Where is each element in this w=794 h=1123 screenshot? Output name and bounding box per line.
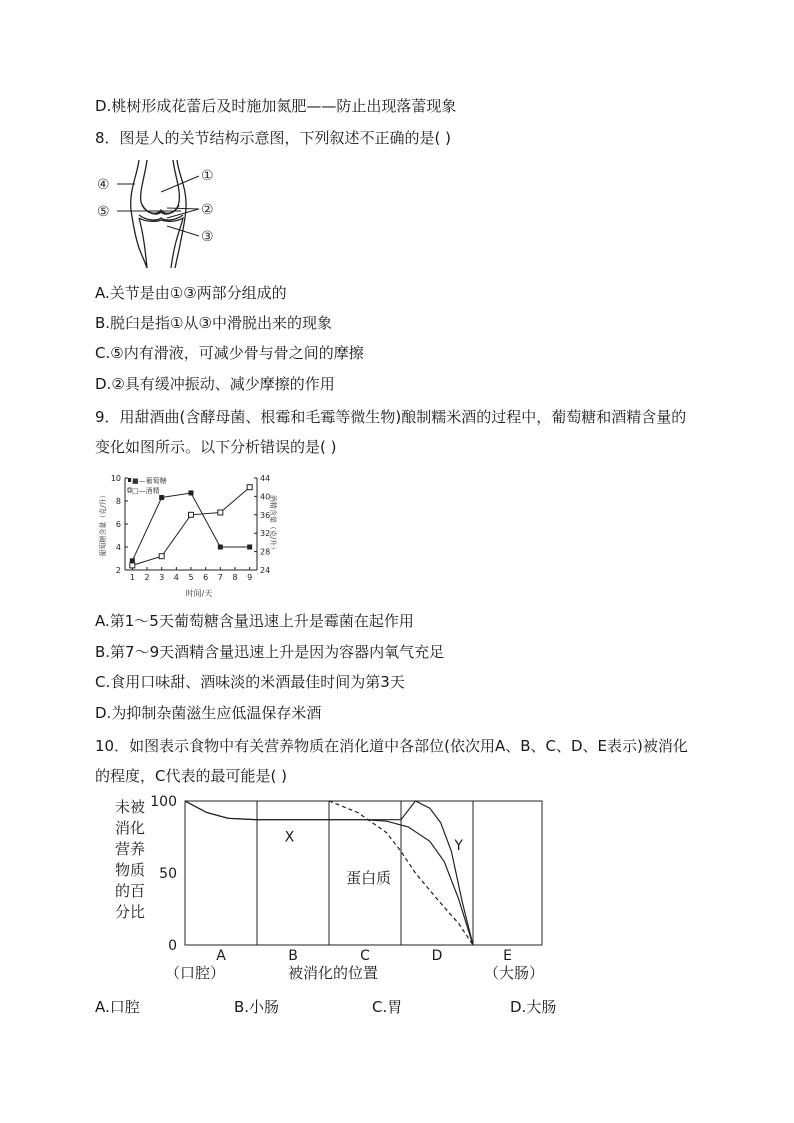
- chart2-y-tick-label: 50: [159, 866, 177, 882]
- q8-option-b: B.脱臼是指①从③中滑脱出来的现象: [95, 314, 332, 332]
- chart2-region-label-a: A: [216, 948, 226, 964]
- chart1-alcohol-point: [247, 485, 252, 490]
- chart1-glucose-point: [159, 495, 164, 500]
- chart1-right-tick-label: 36: [260, 510, 271, 520]
- chart1-x-tick-label: 5: [188, 573, 194, 582]
- chart2-region-label-b: B: [288, 948, 298, 964]
- chart2-ylabel-line-1: 未被: [114, 798, 146, 816]
- chart1-alcohol-point: [218, 510, 223, 515]
- q10-options: [95, 996, 695, 1018]
- joint-structure-diagram: [95, 158, 225, 270]
- chart1-glucose-point: [247, 545, 252, 550]
- q9-stem: 9．用甜酒曲(含酵母菌、根霉和毛霉等微生物)酿制糯米酒的过程中，葡萄糖和酒精含量的变化如图所示。以下分析错误的是( ): [95, 408, 687, 456]
- chart2-ylabel-line-5: 的百: [114, 882, 146, 900]
- chart2-ylabel-line-2: 消化: [114, 819, 146, 837]
- leader-line-2b: [167, 209, 199, 218]
- q10-option-c: C.胃: [372, 998, 403, 1016]
- chart1-x-tick-label: 8: [232, 573, 238, 582]
- chart1-alcohol-point: [159, 554, 164, 559]
- chart1-x-tick-label: 1: [129, 573, 135, 582]
- chart1-x-tick-label: 9: [247, 573, 253, 582]
- chart2-xlabel: 被消化的位置: [287, 964, 379, 982]
- q8-option-c: C.⑤内有滑液，可减少骨与骨之间的摩擦: [95, 344, 364, 362]
- chart2-ylabel-line-4: 物质: [114, 861, 146, 879]
- upper-cartilage: [142, 205, 179, 214]
- chart1-right-tick-label: 44: [260, 474, 271, 483]
- chart2-ylabel-line-6: 分比: [114, 903, 146, 921]
- chart1-right-axis-label: 酒精含量（克/升）: [269, 494, 277, 554]
- q10-option-d: D.大肠: [510, 998, 557, 1016]
- chart2-region-label-c: C: [360, 948, 370, 964]
- chart1-glucose-point: [189, 490, 194, 495]
- chart2-region-label-d: D: [431, 948, 443, 964]
- q10-option-a: A.口腔: [95, 998, 140, 1016]
- chart1-glucose-point: [218, 545, 223, 550]
- q9-option-d: D.为抑制杂菌滋生应低温保存米酒: [95, 704, 322, 722]
- label-circled-1: ①: [201, 168, 214, 184]
- label-circled-5: ⑤: [97, 204, 110, 220]
- chart1-left-tick-label: 6: [115, 520, 121, 529]
- chart1-x-tick-label: 7: [217, 573, 223, 582]
- chart1-legend-glucose-marker: [128, 478, 131, 482]
- chart2-ylabel-line-3: 营养: [114, 840, 146, 858]
- chart1-x-axis-label: 时间/天: [185, 589, 213, 598]
- chart1-x-tick-label: 4: [173, 573, 179, 582]
- curve-label-y: Y: [454, 837, 463, 854]
- glucose-alcohol-chart: [95, 472, 275, 596]
- label-circled-4: ④: [97, 177, 110, 193]
- chart1-left-axis-label: 葡萄糖含量（克/升）: [99, 491, 107, 557]
- chart1-left-tick-label: 8: [115, 497, 121, 506]
- chart2-region-label-e: E: [503, 948, 512, 964]
- chart1-x-tick-label: 2: [144, 573, 150, 582]
- q9-option-a: A.第1～5天葡萄糖含量迅速上升是霉菌在起作用: [95, 612, 414, 630]
- chart1-glucose-line: [132, 493, 249, 561]
- leader-line-2a: [167, 208, 199, 209]
- chart1-alcohol-point: [130, 563, 135, 568]
- chart1-legend-alcohol-marker: [128, 488, 131, 492]
- chart1-x-tick-label: 6: [203, 573, 209, 582]
- q10-stem: 10．如图表示食物中有关营养物质在消化道中各部位(依次用A、B、C、D、E表示)被消化的程度，C代表的最可能是( ): [95, 737, 688, 785]
- chart1-right-tick-label: 40: [260, 492, 271, 502]
- digestion-chart: [100, 795, 560, 985]
- chart1-left-tick-label: 10: [110, 474, 121, 483]
- q9-option-b: B.第7～9天酒精含量迅速上升是因为容器内氧气充足: [95, 643, 445, 661]
- chart1-legend-alcohol: □—酒精: [132, 487, 160, 495]
- chart1-legend-glucose: ■—葡萄糖: [132, 477, 167, 485]
- chart1-right-tick-label: 32: [260, 529, 271, 539]
- chart1-right-tick-label: 28: [260, 547, 271, 557]
- region-e-note: （大肠）: [483, 964, 545, 982]
- leader-line-1: [161, 176, 199, 192]
- chart1-right-tick-label: 24: [260, 566, 271, 575]
- q8-stem: 8．图是人的关节结构示意图，下列叙述不正确的是( ): [95, 129, 452, 147]
- curve-label-x: X: [284, 829, 295, 846]
- chart1-left-tick-label: 2: [115, 566, 121, 575]
- label-circled-2: ②: [201, 202, 214, 218]
- chart2-y-tick-label: 100: [150, 794, 177, 810]
- chart2-y-tick-label: 0: [168, 938, 177, 954]
- chart1-left-tick-label: 4: [115, 543, 121, 552]
- q8-option-d: D.②具有缓冲振动、减少摩擦的作用: [95, 375, 335, 393]
- q7-option-d: D.桃树形成花蕾后及时施加氮肥——防止出现落蕾现象: [95, 97, 457, 115]
- chart1-alcohol-point: [189, 512, 194, 517]
- region-a-note: （口腔）: [164, 964, 226, 982]
- q8-option-a: A.关节是由①③两部分组成的: [95, 284, 287, 302]
- q9-option-c: C.食用口味甜、酒味淡的米酒最佳时间为第3天: [95, 673, 405, 691]
- q10-option-b: B.小肠: [234, 998, 280, 1016]
- chart1-alcohol-line: [132, 487, 249, 565]
- label-circled-3: ③: [201, 229, 214, 245]
- chart1-x-tick-label: 3: [159, 573, 165, 582]
- curve-label-protein: 蛋白质: [346, 869, 392, 888]
